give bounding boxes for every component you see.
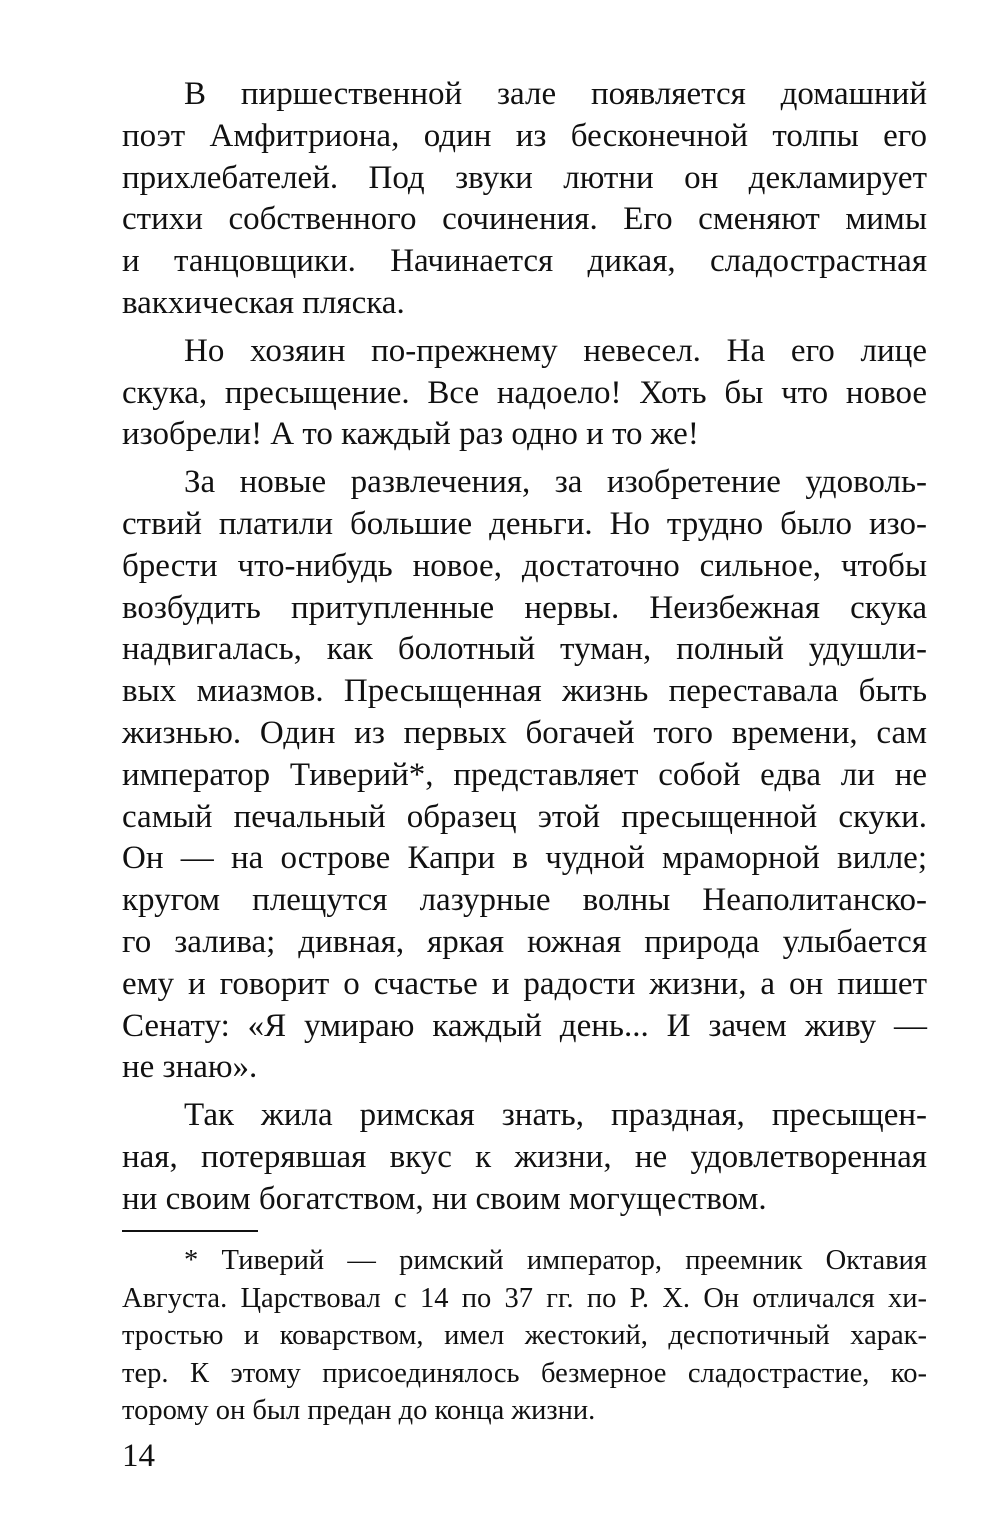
paragraph-3 (122, 462, 927, 1089)
text-line: В пиршественной зале появляется домашний (184, 76, 927, 112)
text-line: изобрели! А то каждый раз одно и то же! (122, 416, 699, 453)
text-line: Сенату: «Я умираю каждый день... И зачем живу — (122, 1007, 927, 1044)
text-line: возбудить притупленные нервы. Неизбежная скука (122, 589, 927, 626)
footnote-line: торому он был предан до конца жизни. (122, 1395, 596, 1426)
text-line: самый печальный образец этой пресыщенной скуки. (122, 798, 927, 835)
text-line: За новые развлечения, за изобретение удоволь- (184, 464, 927, 501)
text-line: ствий платили большие деньги. Но трудно было изо- (122, 505, 927, 542)
page-number: 14 (122, 1438, 155, 1474)
footnote-line: Августа. Царствовал с 14 по 37 гг. по Р. Х. Он отличался хи- (122, 1282, 927, 1314)
main-text (122, 74, 927, 1221)
footnote-line: * Тиверий — римский император, преемник Октавия (184, 1245, 927, 1276)
footnote-line: тер. К этому присоединялось безмерное сладострастие, ко- (122, 1357, 927, 1389)
paragraph-4 (122, 1095, 927, 1220)
text-line: вакхическая пляска. (122, 284, 405, 321)
text-line: скука, пресыщение. Все надоело! Хоть бы что новое (122, 374, 927, 411)
text-line: поэт Амфитриона, один из бесконечной толпы его (122, 117, 927, 154)
footnote-separator (122, 1230, 258, 1232)
text-line: и танцовщики. Начинается дикая, сладострастная (122, 243, 927, 280)
text-line: надвигалась, как болотный туман, полный удушли- (122, 631, 927, 668)
text-line: прихлебателей. Под звуки лютни он декламирует (122, 159, 927, 196)
text-line: Но хозяин по-прежнему невесел. На его лице (184, 332, 927, 369)
text-line: ему и говорит о счастье и радости жизни, а он пишет (122, 965, 927, 1002)
text-line: кругом плещутся лазурные волны Неаполитанско- (122, 882, 927, 919)
text-line: жизнью. Один из первых богачей того времени, сам (122, 714, 927, 751)
text-line: ная, потерявшая вкус к жизни, не удовлетворенная (122, 1138, 927, 1175)
text-line: император Тиверий*, представляет собой едва ли не (122, 756, 927, 793)
text-line: стихи собственного сочинения. Его сменяют мимы (122, 201, 927, 238)
text-line: брести что-нибудь новое, достаточно сильное, чтобы (122, 547, 927, 584)
text-line: вых миазмов. Пресыщенная жизнь переставала быть (122, 673, 927, 710)
paragraph-1 (122, 74, 927, 325)
text-line: Он — на острове Капри в чудной мраморной вилле; (122, 840, 927, 877)
text-line: Так жила римская знать, праздная, пресыщен- (184, 1097, 927, 1134)
footnote (122, 1242, 927, 1430)
text-line: го залива; дивная, яркая южная природа улыбается (122, 923, 927, 960)
paragraph-2 (122, 331, 927, 456)
text-line: ни своим богатством, ни своим могуществом. (122, 1180, 767, 1217)
text-line: не знаю». (122, 1049, 258, 1086)
footnote-line: тростью и коварством, имел жестокий, деспотичный харак- (122, 1320, 927, 1351)
